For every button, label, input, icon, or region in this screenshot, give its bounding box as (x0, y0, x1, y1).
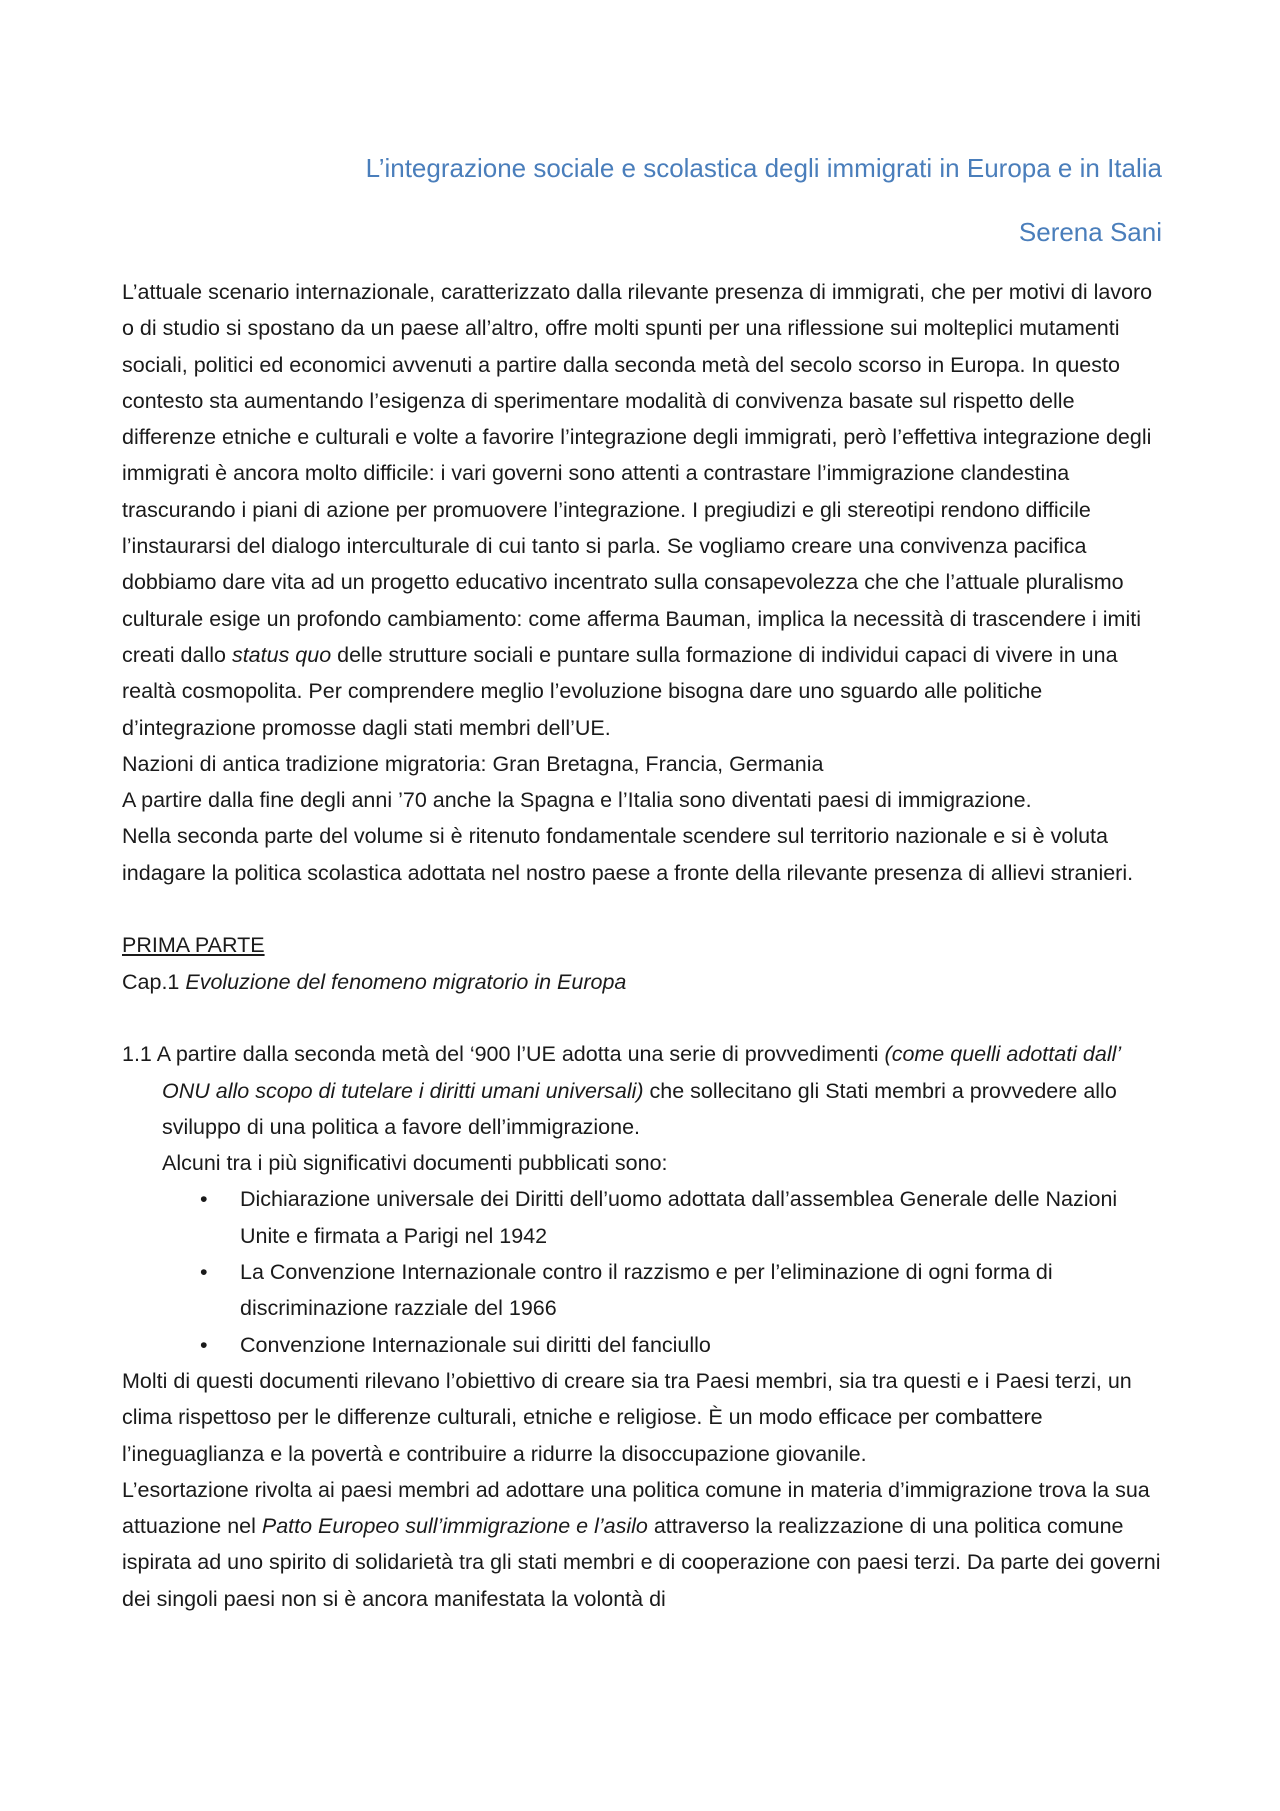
document-author: Serena Sani (1018, 217, 1162, 247)
section-number: 1.1 (122, 1042, 157, 1067)
intro-second-part-paragraph: Nella seconda parte del volume si è ritenuto fondamentale scendere sul territorio nazionale e si è voluta indagare la politica scolastica adottata nel nostro paese a fronte della rilevante presenza di allievi stranieri. (122, 824, 1134, 885)
intro-immigration-line: A partire dalla fine degli anni ’70 anche la Spagna e l’Italia sono diventati paesi di immigrazione. (122, 788, 1032, 813)
intro-italic-phrase: status quo (231, 642, 332, 667)
list-item-text: Convenzione Internazionale sui diritti del fanciullo (240, 1332, 711, 1357)
closing-text-end: attraverso la realizzazione di una politica comune ispirata ad uno spirito di solidarietà tra gli stati membri e di cooperazione con paesi terzi. Da parte dei governi dei singoli paesi non si è ancora manifestata la volontà di (122, 1514, 1161, 1611)
closing-paragraph-2 (122, 1472, 1162, 1617)
list-item (200, 1327, 1162, 1363)
intro-text-start: L’attuale scenario internazionale, caratterizzato dalla rilevante presenza di immigrati, che per motivi di lavoro o di studio si spostano da un paese all’altro, offre molti spunti per una riflessione sui molteplici mutamenti sociali, politici ed economici avvenuti a partire dalla seconda metà del secolo scorso in Europa. In questo contesto sta aumentando l’esigenza di sperimentare modalità di convivenza basate sul rispetto delle differenze etniche e culturali e volte a favorire l’integrazione degli immigrati, però l’effettiva integrazione degli immigrati è ancora molto difficile: i vari governi sono attenti a contrastare l’immigrazione clandestina trascurando i piani di azione per promuovere l’integrazione. I pregiudizi e gli stereotipi rendono difficile l’instaurarsi del dialogo interculturale di cui tanto si parla. Se vogliamo creare una convivenza pacifica dobbiamo dare vita ad un progetto educativo incentrato sulla consapevolezza che che l’attuale pluralismo culturale esige un profondo cambiamento: come afferma Bauman, implica la necessità di trascendere i imiti creati dallo (122, 280, 1153, 667)
closing-text-start: L’esortazione rivolta ai paesi membri ad adottare una politica comune in materia d’immigrazione trova la sua attuazione nel (122, 1477, 1150, 1539)
intro-nations-line: Nazioni di antica tradizione migratoria: Gran Bretagna, Francia, Germania (122, 751, 824, 776)
spacer (122, 1000, 1162, 1036)
section-italic-note: (come quelli adottati dall’ ONU allo scopo di tutelare i diritti umani universali) (162, 1042, 1120, 1103)
section-text-start: A partire dalla seconda metà del ‘900 l’UE adotta una serie di provvedimenti (156, 1042, 885, 1067)
chapter-title: Evoluzione del fenomeno migratorio in Europa (185, 969, 627, 994)
section-list-intro: Alcuni tra i più significativi documenti pubblicati sono: (162, 1151, 668, 1176)
list-item-text: Dichiarazione universale dei Diritti dell’uomo adottata dall’assemblea Generale delle Nazioni Unite e firmata a Parigi nel 1942 (240, 1187, 1118, 1248)
list-item-text: La Convenzione Internazionale contro il razzismo e per l’eliminazione di ogni forma di discriminazione razziale del 1966 (240, 1260, 1053, 1321)
list-item (200, 1254, 1162, 1327)
document-page (122, 150, 1162, 1617)
intro-text-end: delle strutture sociali e puntare sulla formazione di individui capaci di vivere in una realtà cosmopolita. Per comprendere meglio l’evoluzione bisogna dare uno sguardo alle politiche d’integrazione promosse dagli stati membri dell’UE. (122, 642, 1118, 740)
section-text-end: che sollecitano gli Stati membri a provvedere allo sviluppo di una politica a favore dell’immigrazione. (162, 1078, 1117, 1139)
closing-italic-title: Patto Europeo sull’immigrazione e l’asilo (261, 1514, 648, 1539)
list-item (200, 1181, 1162, 1254)
section-1-1 (122, 1036, 1162, 1145)
document-title: L’integrazione sociale e scolastica degli immigrati in Europa e in Italia (365, 153, 1162, 183)
part-heading: PRIMA PARTE (122, 933, 265, 958)
closing-paragraph-1: Molti di questi documenti rilevano l’obiettivo di creare sia tra Paesi membri, sia tra questi e i Paesi terzi, un clima rispettoso per le differenze culturali, etniche e religiose. È un modo efficace per combattere l’ineguaglianza e la povertà e contribuire a ridurre la disoccupazione giovanile. (122, 1368, 1132, 1466)
documents-list (122, 1181, 1162, 1362)
chapter-prefix: Cap.1 (122, 969, 186, 994)
bullet-icon: • (200, 1187, 208, 1212)
spacer (122, 891, 1162, 927)
bullet-icon: • (200, 1260, 208, 1285)
intro-paragraph (122, 274, 1162, 746)
chapter-heading (122, 964, 1162, 1000)
bullet-icon: • (200, 1332, 208, 1357)
